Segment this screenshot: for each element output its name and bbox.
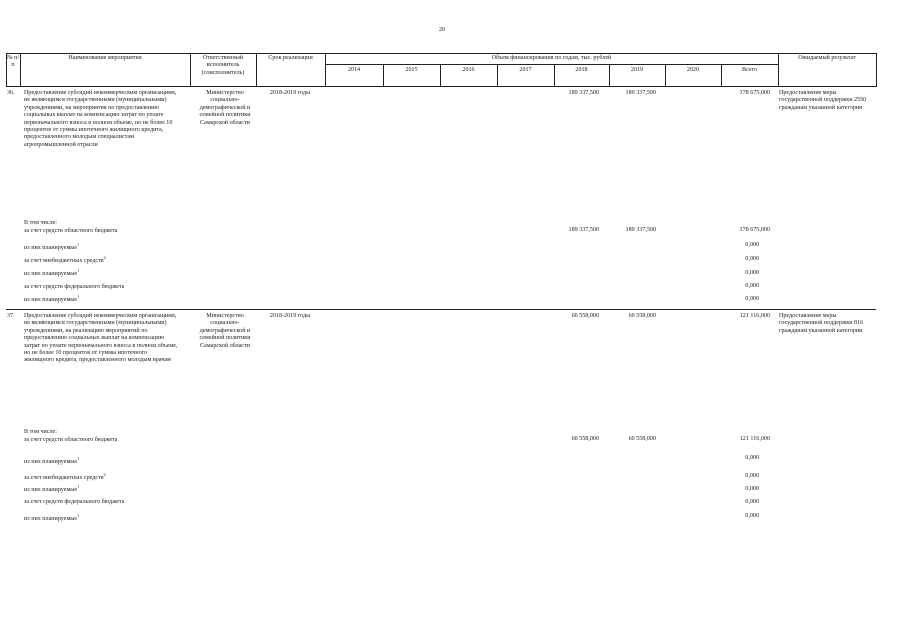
row-result: Предоставление меры государственной поддержки 816 гражданам указанной категории	[779, 313, 864, 334]
sub-row-value-total: 0,000	[745, 473, 759, 479]
sub-row-label: из них планируемые$^1$	[24, 513, 80, 522]
header-year-2019: 2019	[630, 67, 644, 73]
header-year-2017: 2017	[519, 67, 532, 73]
header-result: Ожидаемый результат	[798, 55, 856, 61]
sub-row-label: за счет средств федерального бюджета	[24, 284, 125, 290]
sub-row-value-2019: 189 337,500	[625, 227, 656, 233]
sub-row-value-2018: 189 337,500	[568, 227, 599, 233]
row-number: 36.	[7, 90, 15, 96]
sub-row-label: за счет средств областного бюджета	[24, 228, 118, 234]
row-value-total: 378 675,000	[739, 90, 770, 96]
header-year-2016: 2016	[462, 67, 475, 73]
row-responsible: Министерство социально-демографической и семейной политики Самарской области	[199, 90, 251, 126]
header-name: Наименование мероприятия	[68, 55, 142, 61]
sub-row-label: из них планируемые$^1$	[24, 268, 80, 277]
sub-row-value-total: 0,000	[745, 270, 759, 276]
row-value-2019: 189 337,500	[625, 90, 656, 96]
row-result: Предоставление меры государственной поддержки 2550 гражданам указанной категории	[779, 90, 867, 111]
row-value-2018: 60 558,000	[571, 313, 599, 319]
row-term: 2018-2019 годы	[269, 90, 311, 96]
header-year-2015: 2015	[405, 67, 418, 73]
header-responsible: Ответственный исполнитель (соисполнитель)	[201, 55, 245, 76]
row-name: Предоставление субсидий некоммерческим организациям, не являющимся государственными (муниципальными) учреждениями, на реализацию мероприятий по предоставлению социальных выплат на компенсацию затрат по уплате первоначального взноса в полном объеме, но не более 10 процентов от суммы ипотечного жилищного кредита, предоставленного молодым врачам	[24, 313, 178, 364]
sub-row-label: из них планируемые$^1$	[24, 456, 80, 465]
sub-row-value-total: 0,000	[745, 256, 759, 262]
header-year-2014: 2014	[347, 67, 361, 73]
header-total: Всего	[742, 67, 757, 73]
sub-row-label: из них планируемые$^1$	[24, 294, 80, 303]
sub-row-value-total: 0,000	[745, 513, 759, 519]
row-value-2018: 189 337,500	[568, 90, 599, 96]
sub-row-value-total: 0,000	[745, 283, 759, 289]
sub-row-label: за счет внебюджетных средств$^2$	[24, 255, 106, 264]
row-name: Предоставление субсидий некоммерческим организациям, не являющимся государственными (муниципальными) учреждениями, на мероприятия по предоставлению социальных выплат на компенсацию затрат по уплате первоначального взноса в полном объеме, но не более 10 процентов от суммы ипотечного жилищного кредита, предоставленного молодым специалистам агропромышленной отрасли	[24, 90, 177, 148]
row-value-2019: 60 558,000	[628, 313, 656, 319]
sub-row-value-total: 0,000	[745, 499, 759, 505]
header-num: № п/п	[6, 55, 20, 69]
sub-row-value-total: 0,000	[745, 296, 759, 302]
sub-row-label: из них планируемые$^1$	[24, 484, 80, 493]
sub-row-label: из них планируемые$^1$	[24, 242, 80, 251]
header-year-2020: 2020	[686, 67, 700, 73]
sub-row-label: за счет средств областного бюджета	[24, 437, 118, 443]
row-divider	[6, 309, 876, 310]
sub-row-value-2019: 60 558,000	[628, 436, 656, 442]
sub-row-value-total: 0,000	[745, 486, 759, 492]
sub-row-label: за счет внебюджетных средств$^2$	[24, 472, 106, 481]
row-number: 37.	[7, 313, 15, 319]
sub-row-value-total: 378 675,000	[739, 227, 770, 233]
sub-row-value-2018: 60 558,000	[571, 436, 599, 442]
row-value-total: 121 116,000	[739, 313, 770, 319]
sub-row-label: за счет средств федерального бюджета	[24, 499, 125, 505]
row-term: 2018-2019 годы	[269, 313, 311, 319]
sub-row-value-total: 0,000	[745, 455, 759, 461]
sub-row-value-total: 0,000	[745, 242, 759, 248]
header-year-2018: 2018	[575, 67, 588, 73]
including-label: В том числе:	[24, 429, 57, 435]
sub-row-value-total: 121 116,000	[739, 436, 770, 442]
row-responsible: Министерство социально-демографической и семейной политики Самарской области	[199, 313, 251, 349]
including-label: В том числе:	[24, 220, 57, 226]
page-number: 20	[438, 27, 446, 33]
header-term: Срок реализации	[268, 55, 313, 61]
header-funding: Объем финансирования по годам, тыс. рублей	[491, 55, 612, 61]
